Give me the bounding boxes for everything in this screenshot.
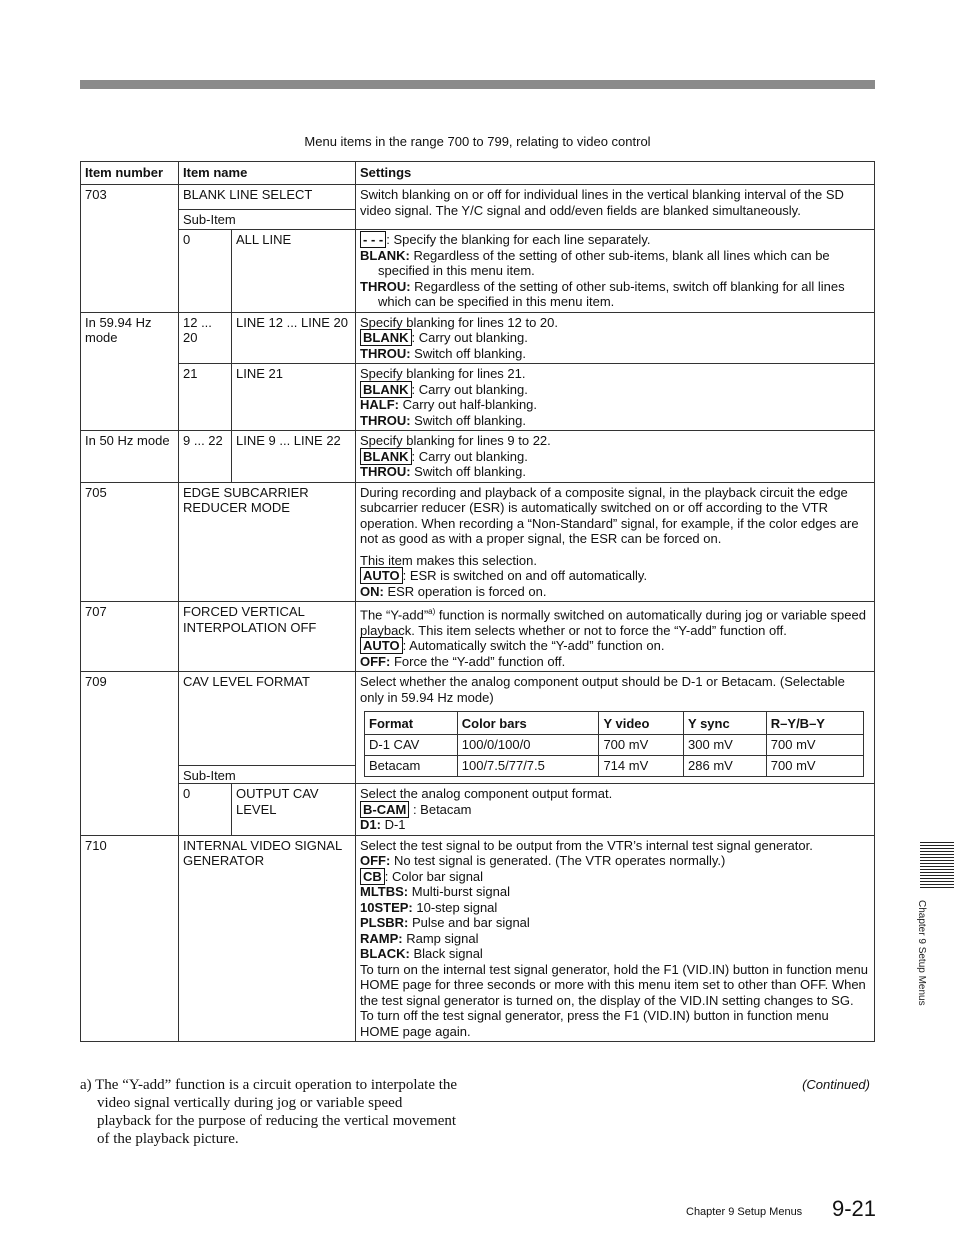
default-option-box: AUTO	[360, 567, 403, 584]
subitem-number: 0	[179, 230, 232, 313]
cav-cell: 714 mV	[599, 756, 684, 777]
default-option-box: CB	[360, 868, 385, 885]
mode-label: In 59.94 Hz mode	[81, 312, 179, 431]
settings-note: To turn on the internal test signal generator, hold the F1 (VID.IN) button in function menu HOME page for three seconds or more with this menu item set to other than OFF. When the test signal generator is turned on, the display of the VID.IN setting changes to SG. To turn off the test signal generator, press the F1 (VID.IN) button in function menu HOME page again.	[360, 961, 869, 1039]
table-row	[81, 185, 875, 230]
table-row	[81, 784, 875, 836]
option-line	[360, 279, 870, 310]
subitem-name: OUTPUT CAV LEVEL	[232, 784, 356, 836]
cav-cell: 300 mV	[684, 735, 767, 756]
cav-header-cell: Color bars	[457, 712, 599, 735]
item-name-text: BLANK LINE SELECT	[183, 187, 313, 202]
option-text: Multi-burst signal	[408, 884, 511, 900]
table-row	[81, 230, 875, 313]
option-line	[360, 397, 870, 413]
default-option-box: BLANK	[360, 381, 412, 398]
settings-table	[80, 161, 875, 1042]
desc-text: The “Y-add”	[360, 607, 429, 623]
option-line	[360, 330, 870, 346]
settings-desc: Specify blanking for lines 21.	[360, 366, 526, 381]
option-label: ON:	[360, 583, 384, 599]
default-option-box: B-CAM	[360, 801, 409, 818]
settings-desc: Select the analog component output format.	[360, 786, 613, 802]
option-line	[360, 248, 870, 279]
option-text: Black signal	[409, 946, 483, 962]
default-option-box: AUTO	[360, 637, 403, 654]
default-option-box: BLANK	[360, 329, 412, 346]
option-label: RAMP:	[360, 930, 403, 946]
option-text: : Specify the blanking for each line separately.	[386, 232, 651, 247]
option-text: Carry out half-blanking.	[399, 397, 538, 412]
item-name	[179, 185, 356, 230]
cav-header-cell: Y video	[599, 712, 684, 735]
settings-desc	[360, 604, 870, 638]
option-line	[360, 568, 870, 584]
option-label: PLSBR:	[360, 915, 409, 931]
item-name-text: CAV LEVEL FORMAT	[183, 674, 310, 690]
mode-label: In 50 Hz mode	[81, 431, 179, 483]
settings-desc: During recording and playback of a composite signal, in the playback circuit the edge subcarrier reducer (ESR) is automatically switched on or off according to the VTR operation. When recording a “Non-Standard” signal, for example, if the color edges are not as good as with a proper signal, the ESR can be forced on.	[360, 484, 859, 546]
settings-cell	[356, 431, 875, 483]
default-option-box: - - -	[360, 231, 386, 248]
option-label: MLTBS:	[360, 884, 409, 900]
settings-cell	[356, 230, 875, 313]
option-text: Ramp signal	[402, 930, 479, 946]
cav-level-table	[364, 711, 864, 777]
option-text: Regardless of the setting of other sub-items, switch off blanking for all lines which can be specified in this menu item.	[378, 278, 845, 309]
option-line	[360, 869, 870, 885]
footnote-body: The “Y-add” function is a circuit operation to interpolate the video signal vertically during jog or variable speed playback for the purpose of reducing the vertical movement of the playback picture.	[91, 1077, 458, 1147]
subitem-number: 12 ... 20	[179, 312, 232, 364]
option-line	[360, 413, 870, 429]
item-number: 710	[81, 835, 179, 1042]
cav-header-cell: Format	[365, 712, 458, 735]
header-item-number: Item number	[81, 162, 179, 185]
item-number: 707	[81, 602, 179, 672]
option-text: : Betacam	[409, 801, 472, 817]
option-text: : Carry out blanking.	[411, 330, 528, 345]
subitem-name: ALL LINE	[232, 230, 356, 313]
option-line	[360, 346, 870, 362]
settings-cell	[356, 602, 875, 672]
option-text: No test signal is generated. (The VTR operates normally.)	[390, 853, 726, 869]
cav-header-cell: R–Y/B–Y	[766, 712, 863, 735]
settings-desc: Select the test signal to be output from the VTR’s internal test signal generator.	[360, 837, 813, 853]
settings-desc: Specify blanking for lines 12 to 20.	[360, 314, 559, 330]
footnote	[80, 1076, 460, 1148]
subitem-name: LINE 12 ... LINE 20	[232, 312, 356, 364]
settings-cell	[356, 672, 875, 784]
option-text: Switch off blanking.	[410, 464, 526, 479]
table-row	[81, 602, 875, 672]
chapter-tab-lines	[920, 842, 954, 890]
option-label: OFF:	[360, 653, 391, 669]
option-text: Regardless of the setting of other sub-items, blank all lines which can be specified in this menu item.	[378, 247, 830, 278]
option-line	[360, 884, 870, 900]
option-line	[360, 638, 870, 654]
item-number: 709	[81, 672, 179, 836]
option-label: THROU:	[360, 412, 411, 428]
option-line	[360, 931, 870, 947]
option-line	[360, 900, 870, 916]
cav-header-row	[365, 712, 864, 735]
cav-cell: 700 mV	[766, 735, 863, 756]
settings-desc: Select whether the analog component output should be D-1 or Betacam. (Selectable only in 59.94 Hz mode)	[360, 674, 845, 705]
settings-cell	[356, 482, 875, 602]
item-name: INTERNAL VIDEO SIGNAL GENERATOR	[179, 835, 356, 1042]
subitem-label: Sub-Item	[179, 765, 355, 784]
option-text: : Automatically switch the “Y-add” function on.	[402, 638, 665, 654]
subitem-number: 9 ... 22	[179, 431, 232, 483]
table-caption: Menu items in the range 700 to 799, relating to video control	[304, 134, 651, 149]
settings-cell	[356, 835, 875, 1042]
option-line	[360, 584, 870, 600]
option-label: BLANK:	[360, 247, 410, 263]
header-settings: Settings	[356, 162, 875, 185]
page-number: 9-21	[832, 1196, 877, 1221]
option-line	[360, 853, 870, 869]
option-line	[360, 464, 870, 480]
footnote-ref: a)	[428, 607, 436, 616]
option-line	[360, 915, 870, 931]
option-line	[360, 232, 870, 248]
table-row	[81, 672, 875, 784]
table-header-row	[81, 162, 875, 185]
cav-cell: 100/0/100/0	[457, 735, 599, 756]
desc-text: function is normally switched on automatically during jog or variable speed playback. This item selects whether or not to force the “Y-add” function off.	[360, 607, 866, 638]
settings-desc: Specify blanking for lines 9 to 22.	[360, 433, 551, 448]
settings-desc: This item makes this selection.	[360, 552, 538, 568]
chapter-side-label: Chapter 9 Setup Menus	[916, 900, 927, 1006]
option-label: THROU:	[360, 278, 411, 294]
settings-cell: Switch blanking on or off for individual lines in the vertical blanking interval of the SD video signal. The Y/C signal and odd/even fields are blanked simultaneously.	[356, 185, 875, 230]
table-row	[81, 312, 875, 364]
item-name: EDGE SUBCARRIER REDUCER MODE	[179, 482, 356, 602]
subitem-number: 0	[179, 784, 232, 836]
table-row	[81, 482, 875, 602]
option-text: Pulse and bar signal	[408, 915, 530, 931]
option-line	[360, 382, 870, 398]
subitem-name: LINE 9 ... LINE 22	[232, 431, 356, 483]
cav-cell: 700 mV	[766, 756, 863, 777]
option-text: D-1	[380, 817, 406, 833]
cav-cell: Betacam	[365, 756, 458, 777]
option-label: THROU:	[360, 345, 411, 361]
option-label: OFF:	[360, 853, 391, 869]
option-text: ESR operation is forced on.	[383, 583, 547, 599]
cav-row	[365, 735, 864, 756]
cav-cell: 286 mV	[684, 756, 767, 777]
option-text: Switch off blanking.	[410, 345, 526, 361]
default-option-box: BLANK	[360, 448, 412, 465]
cav-header-cell: Y sync	[684, 712, 767, 735]
option-text: Switch off blanking.	[410, 412, 526, 428]
item-number: 703	[81, 185, 179, 313]
option-line	[360, 817, 870, 833]
subitem-number: 21	[179, 364, 232, 431]
settings-cell	[356, 784, 875, 836]
table-row	[81, 364, 875, 431]
footer-chapter: Chapter 9 Setup Menus	[686, 1206, 803, 1218]
cav-cell: 100/7.5/77/7.5	[457, 756, 599, 777]
settings-cell	[356, 364, 875, 431]
option-label: HALF:	[360, 397, 399, 412]
table-row	[81, 835, 875, 1042]
header-item-name: Item name	[179, 162, 356, 185]
table-row	[81, 431, 875, 483]
option-label: BLACK:	[360, 946, 410, 962]
cav-cell: 700 mV	[599, 735, 684, 756]
subitem-name: LINE 21	[232, 364, 356, 431]
option-line	[360, 946, 870, 962]
item-name: FORCED VERTICAL INTERPOLATION OFF	[179, 602, 356, 672]
option-text: 10-step signal	[412, 899, 498, 915]
option-line	[360, 802, 870, 818]
option-label: THROU:	[360, 464, 411, 479]
top-rule	[80, 80, 875, 89]
item-name	[179, 672, 356, 784]
cav-row	[365, 756, 864, 777]
option-line	[360, 654, 870, 670]
option-label: D1:	[360, 817, 381, 833]
option-text: : Carry out blanking.	[411, 448, 528, 464]
option-label: 10STEP:	[360, 899, 413, 915]
settings-cell	[356, 312, 875, 364]
option-text: : ESR is switched on and off automatically.	[402, 568, 648, 583]
option-text: : Carry out blanking.	[411, 381, 528, 397]
footnote-text	[80, 1076, 460, 1148]
cav-cell: D-1 CAV	[365, 735, 458, 756]
continued-label: (Continued)	[802, 1077, 870, 1092]
item-number: 705	[81, 482, 179, 602]
footnote-marker: a)	[80, 1077, 92, 1093]
option-text: Force the “Y-add” function off.	[390, 653, 566, 669]
option-line	[360, 449, 870, 465]
subitem-label: Sub-Item	[179, 209, 355, 228]
option-text: : Color bar signal	[384, 868, 484, 884]
